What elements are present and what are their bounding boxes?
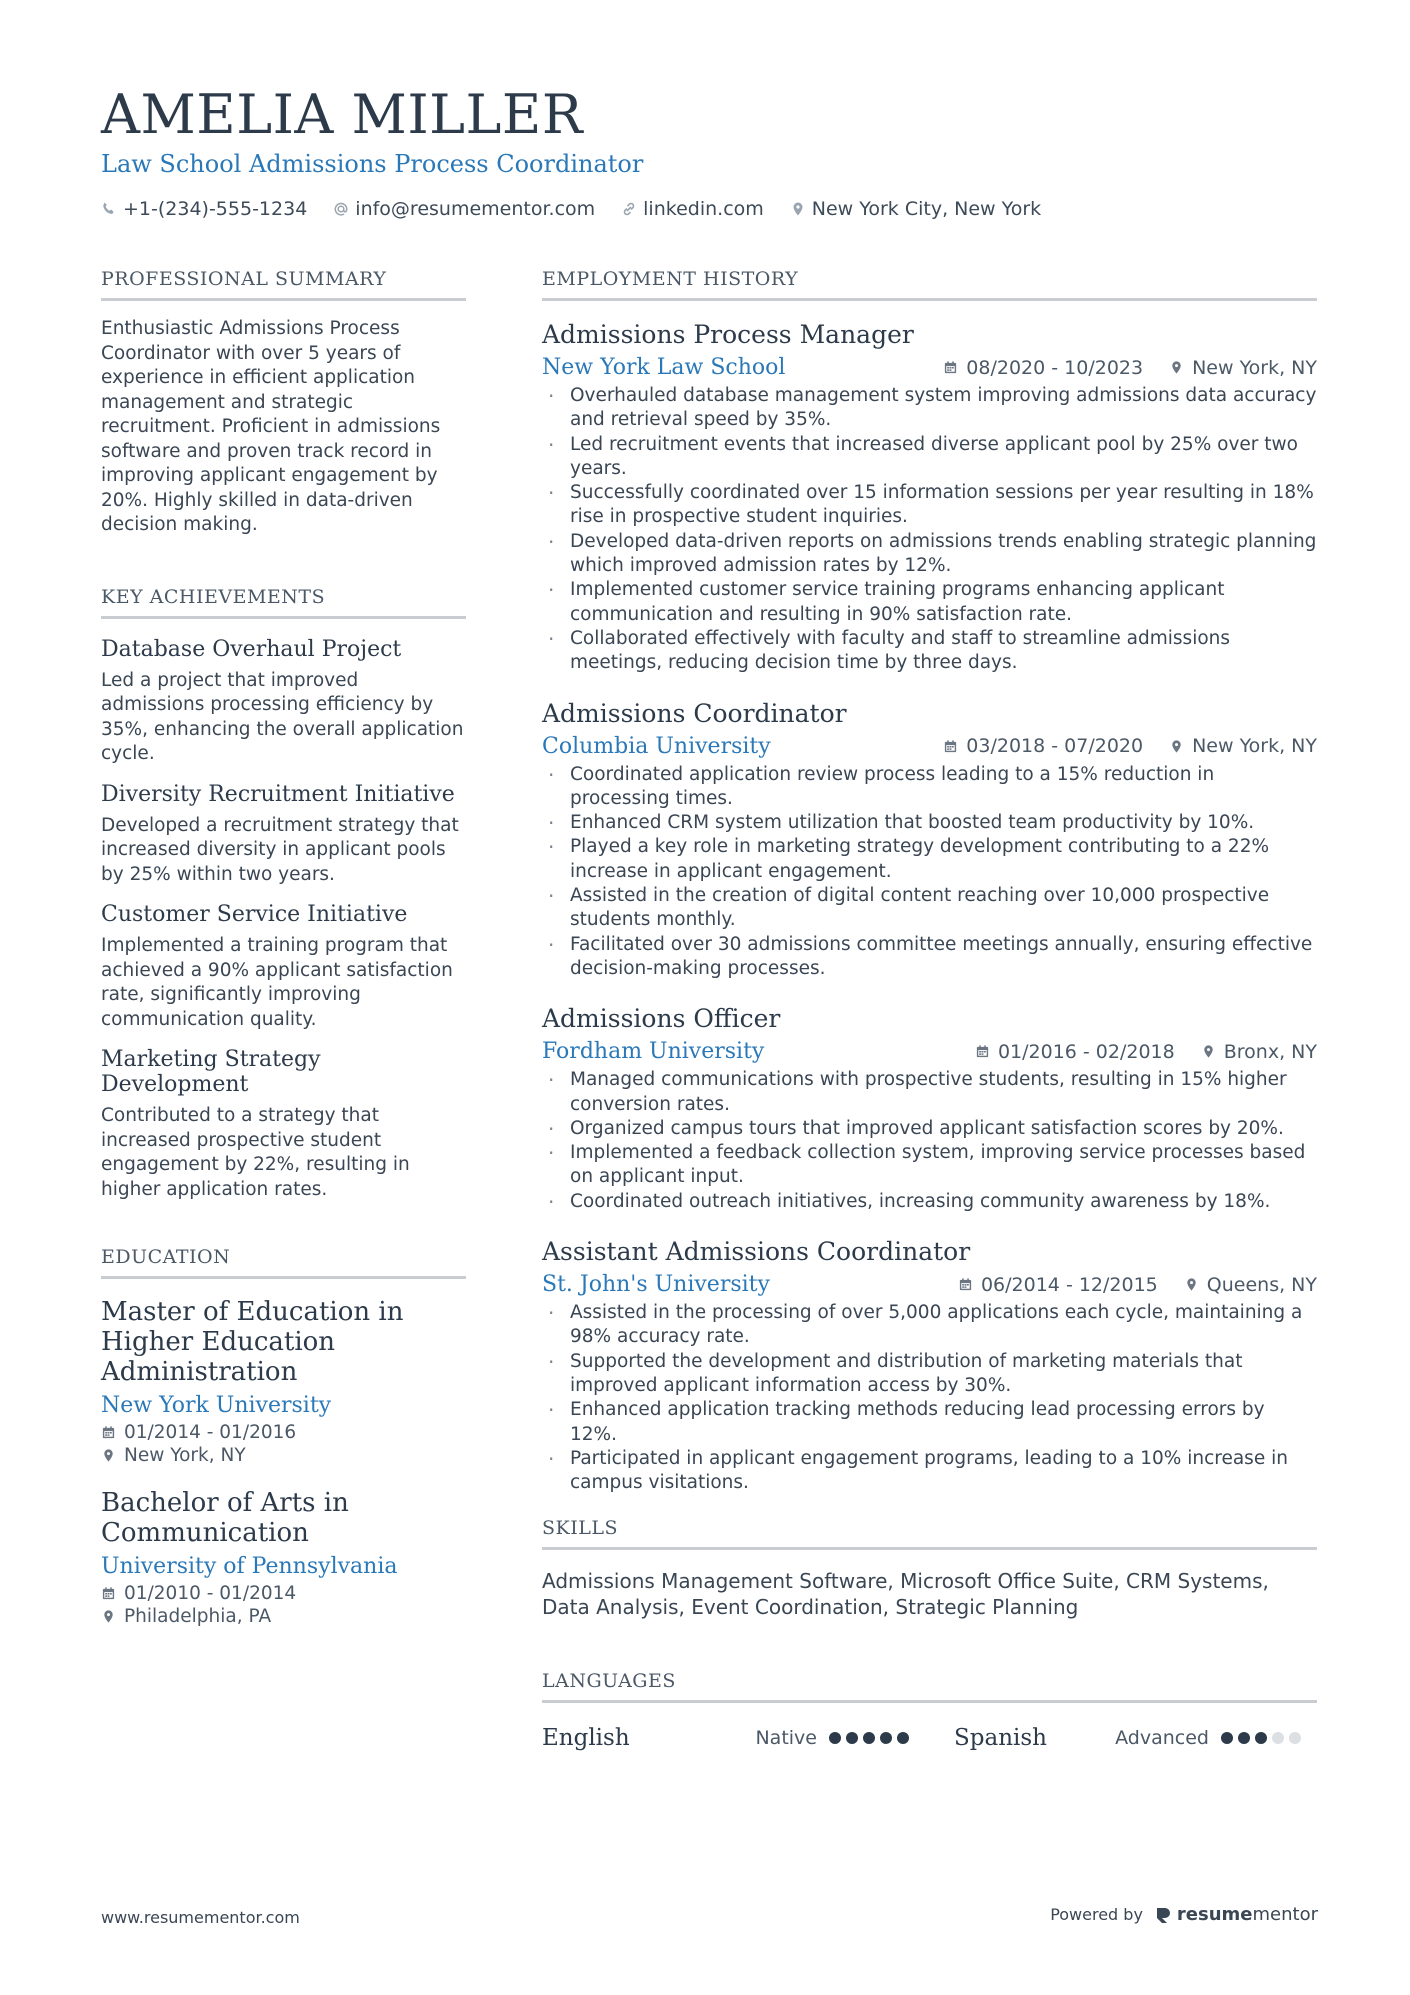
job-bullets — [542, 1301, 1317, 1495]
map-pin-icon — [790, 201, 806, 217]
education-school: University of Pennsylvania — [101, 1554, 398, 1579]
achievement-text: Developed a recruitment strategy that increased diversity in applicant pools by 25% within two years. — [101, 814, 459, 885]
education-dates — [101, 1422, 466, 1443]
education-location-text: New York, NY — [124, 1445, 246, 1466]
candidate-title: Law School Admissions Process Coordinator — [101, 150, 644, 178]
job-location-text: Queens, NY — [1206, 1273, 1317, 1296]
language-level: Advanced — [1115, 1727, 1209, 1750]
education-heading: EDUCATION — [101, 1246, 466, 1279]
rating-dot-filled — [829, 1732, 841, 1744]
resumementor-logo-icon — [1155, 1906, 1171, 1924]
job-header-row — [542, 1039, 1317, 1064]
job-entry — [542, 319, 1317, 676]
achievement-text: Implemented a training program that achieved a 90% applicant satisfaction rate, significantly improving communication quality. — [101, 935, 453, 1030]
contact-row — [101, 198, 1321, 220]
calendar-icon — [943, 360, 958, 375]
job-location — [1169, 735, 1317, 757]
languages-row — [542, 1725, 1317, 1751]
summary-heading: PROFESSIONAL SUMMARY — [101, 268, 466, 301]
rating-dot-filled — [1238, 1732, 1250, 1744]
skills-heading: SKILLS — [542, 1517, 1317, 1550]
email-text: info@resumementor.com — [355, 198, 596, 220]
achievement-title: Customer Service Initiative — [101, 902, 408, 927]
achievements-heading: KEY ACHIEVEMENTS — [101, 586, 466, 619]
employment-heading: EMPLOYMENT HISTORY — [542, 268, 1317, 301]
skills-text: Admissions Management Software, Microsoft Office Suite, CRM Systems, Data Analysis, Event Coordination, Strategic Planning — [542, 1569, 1269, 1620]
phone-text: +1-(234)-555-1234 — [123, 198, 308, 220]
language-item — [954, 1725, 1301, 1751]
map-pin-icon — [101, 1448, 116, 1463]
job-location — [1201, 1041, 1317, 1063]
job-dates — [943, 735, 1143, 757]
phone-icon — [101, 201, 117, 217]
job-dates-text: 01/2016 - 02/2018 — [997, 1040, 1175, 1063]
job-location-text: New York, NY — [1192, 356, 1317, 379]
job-header-row — [542, 355, 1317, 380]
achievement-text: Contributed to a strategy that increased prospective student engagement by 22%, resulting in higher application rates. — [101, 1105, 410, 1200]
job-bullet: · Participated in applicant engagement programs, leading to a 10% increase in campus visitations. — [542, 1447, 1317, 1496]
brand-bold: resume — [1176, 1904, 1253, 1925]
job-title: Admissions Coordinator — [542, 698, 847, 728]
job-bullet: · Developed data-driven reports on admissions trends enabling strategic planning which improved admission rates by 12%. — [542, 530, 1317, 579]
job-meta — [943, 357, 1317, 379]
job-bullet: · Assisted in the processing of over 5,000 applications each cycle, maintaining a 98% accuracy rate. — [542, 1301, 1317, 1350]
contact-linkedin[interactable] — [621, 198, 764, 220]
language-rating — [1221, 1732, 1301, 1744]
footer-branding — [1050, 1904, 1318, 1925]
contact-phone[interactable] — [101, 198, 307, 220]
job-location — [1169, 357, 1317, 379]
resume-header — [101, 82, 1321, 220]
job-header-row — [542, 1272, 1317, 1297]
job-bullet: · Assisted in the creation of digital content reaching over 10,000 prospective students monthly. — [542, 884, 1317, 933]
job-title: Admissions Process Manager — [542, 320, 914, 349]
rating-dot-filled — [897, 1732, 909, 1744]
job-bullet: · Led recruitment events that increased diverse applicant pool by 25% over two years. — [542, 433, 1317, 482]
education-list — [101, 1297, 466, 1627]
job-dates — [958, 1274, 1158, 1296]
map-pin-icon — [1201, 1044, 1216, 1059]
achievement-title: Marketing Strategy Development — [101, 1047, 321, 1097]
education-dates-text: 01/2014 - 01/2016 — [124, 1422, 297, 1443]
contact-email[interactable] — [333, 198, 595, 220]
right-column — [542, 268, 1317, 1751]
calendar-icon — [101, 1586, 116, 1601]
job-list — [542, 319, 1317, 1495]
language-name: Spanish — [954, 1725, 1047, 1752]
rating-dot-filled — [863, 1732, 875, 1744]
job-company: St. John's University — [542, 1272, 770, 1298]
education-dates — [101, 1583, 466, 1604]
job-bullet: · Coordinated outreach initiatives, increasing community awareness by 18%. — [542, 1190, 1317, 1214]
rating-dot-filled — [1255, 1732, 1267, 1744]
calendar-icon — [975, 1044, 990, 1059]
job-bullet: · Organized campus tours that improved applicant satisfaction scores by 20%. — [542, 1117, 1317, 1141]
education-location-text: Philadelphia, PA — [124, 1606, 272, 1627]
achievement-item — [101, 782, 466, 888]
rating-dot-filled — [1221, 1732, 1233, 1744]
job-bullet: · Enhanced application tracking methods reducing lead processing errors by 12%. — [542, 1398, 1317, 1447]
job-bullet: · Played a key role in marketing strategy development contributing to a 22% increase in applicant engagement. — [542, 835, 1317, 884]
job-title: Assistant Admissions Coordinator — [542, 1237, 971, 1267]
achievement-item — [101, 1047, 466, 1202]
job-dates-text: 03/2018 - 07/2020 — [966, 735, 1144, 758]
rating-dot-filled — [880, 1732, 892, 1744]
job-dates-text: 08/2020 - 10/2023 — [966, 356, 1144, 379]
job-bullet: · Facilitated over 30 admissions committee meetings annually, ensuring effective decision-making processes. — [542, 933, 1317, 982]
footer-website[interactable]: www.resumementor.com — [101, 1908, 300, 1927]
education-degree: Master of Education in Higher Education Administration — [101, 1297, 404, 1387]
map-pin-icon — [1184, 1277, 1199, 1292]
job-bullet: · Enhanced CRM system utilization that boosted team productivity by 10%. — [542, 811, 1317, 835]
languages-heading: LANGUAGES — [542, 1670, 1317, 1703]
education-dates-text: 01/2010 - 01/2014 — [124, 1583, 297, 1604]
summary-text: Enthusiastic Admissions Process Coordinator with over 5 years of experience in efficient application management and strategic recruitment. Proficient in admissions software and proven track record in improving applicant engagement by 20%. Highly skilled in data-driven decision making. — [101, 318, 441, 535]
powered-by-text: Powered by — [1050, 1905, 1143, 1924]
brand-light: mentor — [1252, 1904, 1318, 1925]
rating-dot-filled — [846, 1732, 858, 1744]
brand-logo[interactable] — [1155, 1904, 1318, 1925]
job-bullet: · Implemented a feedback collection system, improving service processes based on applicant input. — [542, 1141, 1317, 1190]
achievement-item — [101, 902, 466, 1032]
job-bullet: · Supported the development and distribution of marketing materials that improved applicant information access by 30%. — [542, 1350, 1317, 1399]
job-location-text: New York, NY — [1192, 735, 1317, 758]
job-bullets — [542, 763, 1317, 982]
job-bullet: · Collaborated effectively with faculty and staff to streamline admissions meetings, reducing decision time by three days. — [542, 627, 1317, 676]
achievements-list — [101, 637, 466, 1203]
language-level: Native — [755, 1727, 817, 1750]
calendar-icon — [958, 1277, 973, 1292]
job-header-row — [542, 734, 1317, 759]
job-dates-text: 06/2014 - 12/2015 — [980, 1273, 1158, 1296]
job-bullets — [542, 1068, 1317, 1214]
job-company: Columbia University — [542, 733, 771, 759]
job-meta — [958, 1274, 1317, 1296]
job-location — [1184, 1274, 1317, 1296]
job-bullet: · Managed communications with prospective students, resulting in 15% higher conversion rates. — [542, 1068, 1317, 1117]
job-bullets — [542, 384, 1317, 676]
location-text: New York City, New York — [811, 198, 1042, 220]
link-icon — [621, 201, 637, 217]
job-entry — [542, 1003, 1317, 1214]
education-item — [101, 1488, 466, 1627]
education-location — [101, 1606, 466, 1627]
job-bullet: · Successfully coordinated over 15 information sessions per year resulting in 18% rise in prospective student inquiries. — [542, 481, 1317, 530]
calendar-icon — [943, 739, 958, 754]
job-dates — [975, 1041, 1175, 1063]
education-location — [101, 1445, 466, 1466]
achievement-title: Database Overhaul Project — [101, 636, 402, 662]
job-location-text: Bronx, NY — [1223, 1040, 1317, 1063]
job-bullet: · Coordinated application review process leading to a 15% reduction in processing times. — [542, 763, 1317, 812]
rating-dot-empty — [1272, 1732, 1284, 1744]
language-name: English — [542, 1725, 630, 1752]
calendar-icon — [101, 1425, 116, 1440]
achievement-item — [101, 637, 466, 767]
linkedin-text: linkedin.com — [643, 198, 764, 220]
job-title: Admissions Officer — [542, 1004, 781, 1034]
job-company: New York Law School — [542, 355, 786, 380]
candidate-name: AMELIA MILLER — [101, 83, 583, 146]
job-entry — [542, 1236, 1317, 1495]
contact-location — [790, 198, 1041, 220]
language-rating — [829, 1732, 909, 1744]
map-pin-icon — [1169, 739, 1184, 754]
achievement-text: Led a project that improved admissions processing efficiency by 35%, enhancing the overall application cycle. — [101, 669, 464, 764]
map-pin-icon — [1169, 360, 1184, 375]
language-item — [542, 1725, 954, 1751]
rating-dot-empty — [1289, 1732, 1301, 1744]
education-item — [101, 1297, 466, 1466]
job-meta — [975, 1041, 1317, 1063]
at-icon — [333, 201, 349, 217]
map-pin-icon — [101, 1609, 116, 1624]
job-bullet: · Overhauled database management system improving admissions data accuracy and retrieval speed by 35%. — [542, 384, 1317, 433]
education-school: New York University — [101, 1393, 332, 1418]
job-entry — [542, 698, 1317, 982]
education-degree: Bachelor of Arts in Communication — [101, 1488, 349, 1548]
achievement-title: Diversity Recruitment Initiative — [101, 781, 455, 807]
job-dates — [943, 357, 1143, 379]
job-bullet: · Implemented customer service training programs enhancing applicant communication and resulting in 90% satisfaction rate. — [542, 578, 1317, 627]
job-company: Fordham University — [542, 1039, 765, 1065]
job-meta — [943, 735, 1317, 757]
left-column — [101, 268, 466, 1627]
